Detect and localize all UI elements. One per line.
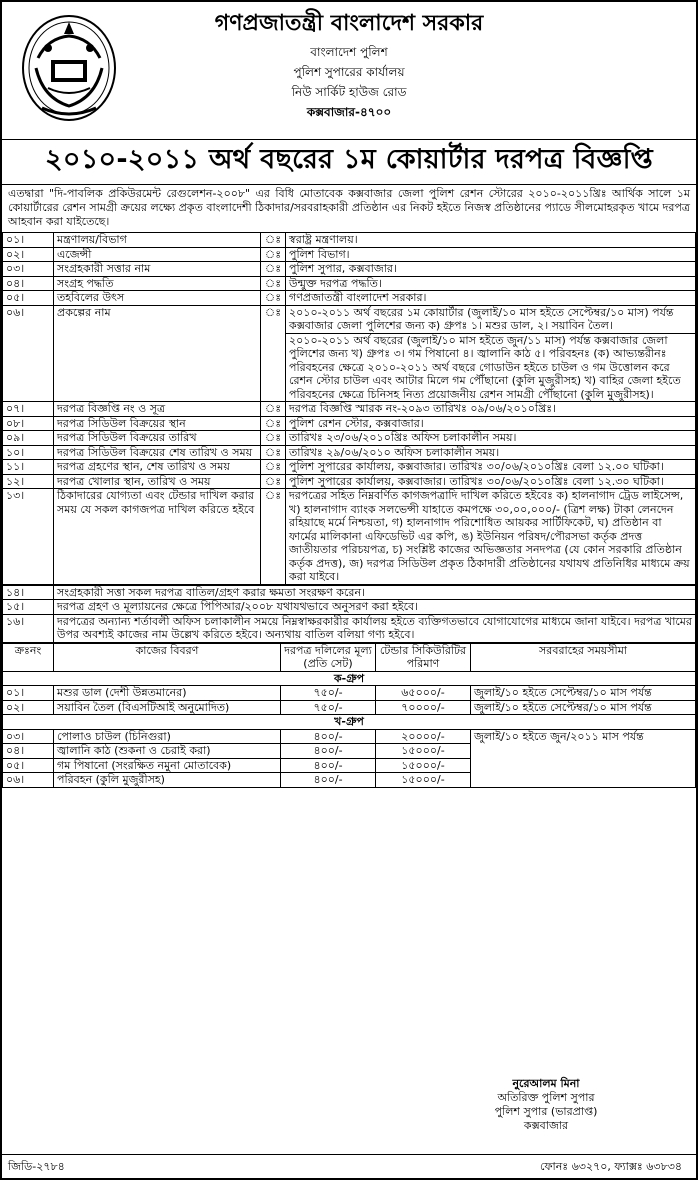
work-row-price: ৪০০/-: [281, 758, 376, 773]
detail-no: ০৮।: [3, 416, 54, 431]
phone-fax: ফোনঃ ৬৩২৭০, ফ্যাক্সঃ ৬৩৮৩৪: [540, 1160, 682, 1173]
detail-value: [286, 460, 696, 475]
intro-paragraph: এতদ্বারা "দি-পাবলিক প্রকিউরমেন্ট রেগুলেশন-২০০৮" এর বিধি মোতাবেক কক্সবাজার জেলা পুলিশ রেশন স্টোরের ২০১০-২০১১খ্রিঃ আর্থিক সালে ১ম কোয়ার্টারের রেশন সামগ্রী ক্রয়ের লক্ষ্যে প্রকৃত বাংলাদেশী ঠিকাদার/সরবরাহকারী প্রতিষ্ঠান এর নিকট হইতে নিজস্ব প্রতিষ্ঠানের প্যাডে সীলমোহরকৃত খামে দরপত্র আহবান করা যাইতেছে।: [8, 187, 690, 228]
work-row-period: জুলাই/১০ হইতে সেপ্টেম্বর/১০ মাস পর্যন্ত: [471, 700, 696, 715]
detail-label: দরপত্র সিডিউল বিক্রয়ের তারিখ: [54, 431, 261, 446]
note-row: [3, 614, 696, 642]
work-row-price: ৪০০/-: [281, 729, 376, 744]
work-row-price: ৭৫০/-: [281, 700, 376, 715]
detail-row: [3, 460, 696, 475]
detail-value-text: তারিখঃ ২৯/০৬/২০১০ অফিস চলাকালীন সময়।: [289, 445, 500, 459]
detail-value: [286, 431, 696, 446]
detail-label: ঠিকাদারের যোগ্যতা এবং টেন্ডার দাখিল করার সময় যে সকল কাগজপত্র দাখিল করিতে হইবে: [54, 489, 261, 585]
work-row-price: ৪০০/-: [281, 773, 376, 788]
detail-value: [286, 402, 696, 417]
detail-value: [286, 276, 696, 291]
detail-value: [286, 489, 696, 585]
detail-label: দরপত্র খোলার স্থান, তারিখ ও সময়: [54, 474, 261, 489]
detail-colon: ঃ: [261, 402, 286, 417]
signatory-line: অতিরিক্ত পুলিশ সুপার: [497, 1091, 595, 1104]
detail-colon: ঃ: [261, 262, 286, 277]
detail-value: [286, 291, 696, 306]
detail-colon: ঃ: [261, 445, 286, 460]
office-line: কক্সবাজার-৪৭০০: [306, 105, 392, 119]
note-text: দরপত্র গ্রহণ ও মূল্যায়নের ক্ষেত্রে পিপিআর/২০০৮ যথাযথভাবে অনুসরণ করা হইবে।: [54, 600, 696, 615]
detail-value: [286, 247, 696, 262]
work-header-security: টেন্ডার সিকিউরিটির পরিমাণ: [376, 643, 471, 671]
header: [2, 2, 696, 139]
work-header-no: ক্রঃনং: [3, 643, 54, 671]
detail-no: ১৩।: [3, 489, 54, 585]
work-row-desc: পরিবহন (কুলি মুজুরীসহ): [54, 773, 281, 788]
detail-colon: ঃ: [261, 474, 286, 489]
work-row-price: ৭৫০/-: [281, 686, 376, 701]
work-row-price: ৪০০/-: [281, 744, 376, 759]
detail-label: সংগ্রহ পদ্ধতি: [54, 276, 261, 291]
detail-value-text: পুলিশ বিভাগ।: [289, 247, 350, 261]
detail-row: [3, 247, 696, 262]
detail-no: ১১।: [3, 460, 54, 475]
signature-block: [456, 1077, 636, 1133]
detail-colon: ঃ: [261, 460, 286, 475]
detail-label: দরপত্র বিজ্ঞপ্তি নং ও সূত্র: [54, 402, 261, 417]
work-row-no: ০৬।: [3, 773, 54, 788]
detail-no: ০৩।: [3, 262, 54, 277]
detail-value-text: ২০১০-২০১১ অর্থ বছরের ১ম কোয়ার্টার (জুলাই/১০ মাস হইতে সেপ্টেম্বর/১০ মাস) পর্যন্ত কক্সবাজার জেলা পুলিশের জন্য ক) গ্রুপঃ ১। মশুর ডাল, ২। সয়াবিন তৈল।: [289, 305, 674, 332]
detail-no: ১০।: [3, 445, 54, 460]
work-row-desc: জ্বালানি কাঠ (শুকনা ও চেরাই করা): [54, 744, 281, 759]
office-line: পুলিশ সুপারের কার্যালয়: [293, 65, 405, 79]
work-row-desc: গম পিষানো (সংরক্ষিত নমুনা মোতাবেক): [54, 758, 281, 773]
detail-colon: ঃ: [261, 291, 286, 306]
government-title: গণপ্রজাতন্ত্রী বাংলাদেশ সরকার: [214, 11, 484, 36]
work-row-security: ৭০০০০/-: [376, 700, 471, 715]
detail-no: ০৫।: [3, 291, 54, 306]
detail-no: ০৯।: [3, 431, 54, 446]
work-row-security: ১৫০০০/-: [376, 744, 471, 759]
work-row-no: ০২।: [3, 700, 54, 715]
detail-value: [286, 262, 696, 277]
note-text: সংগ্রহকারী সত্তা সকল দরপত্র বাতিল/গ্রহণ করার ক্ষমতা সংরক্ষণ করেন।: [54, 585, 696, 600]
detail-value-text: স্বরাষ্ট্র মন্ত্রণালয়।: [289, 233, 358, 246]
detail-row: [3, 474, 696, 489]
work-row-period: জুলাই/১০ হইতে জুন/২০১১ মাস পর্যন্ত: [471, 729, 696, 787]
detail-label: সংগ্রহকারী সত্তার নাম: [54, 262, 261, 277]
detail-value: [286, 416, 696, 431]
notes-table: [2, 585, 696, 643]
note-no: ১৫।: [3, 600, 54, 615]
work-row-security: ১৫০০০/-: [376, 758, 471, 773]
detail-colon: ঃ: [261, 247, 286, 262]
office-line: বাংলাদেশ পুলিশ: [310, 45, 388, 59]
signatory-line: কক্সবাজার: [523, 1119, 569, 1132]
detail-row: [3, 431, 696, 446]
work-row-period: জুলাই/১০ হইতে সেপ্টেম্বর/১০ মাস পর্যন্ত: [471, 686, 696, 701]
work-row-no: ০১।: [3, 686, 54, 701]
detail-label: মন্ত্রণালয়/বিভাগ: [54, 233, 261, 248]
footer-divider: [2, 1154, 696, 1155]
work-header-desc: কাজের বিবরণ: [54, 643, 281, 671]
note-text: দরপত্রের অন্যান্য শর্তাবলী অফিস চলাকালীন সময়ে নিম্নস্বাক্ষরকারীর কার্যালয় হইতে ব্যক্তিগতভাবে যোগাযোগের মাধ্যমে জানা যাইবে। দরপত্র খামের উপর অবশ্যই কাজের নাম উল্লেখ করিতে হইবে। অন্যথায় বাতিল বলিয়া গণ্য হইবে।: [54, 614, 696, 642]
detail-no: ০২।: [3, 247, 54, 262]
detail-no: ০৪।: [3, 276, 54, 291]
detail-row: [3, 305, 696, 402]
detail-value: [286, 474, 696, 489]
notice-headline: ২০১০-২০১১ অর্থ বছরের ১ম কোয়ার্টার দরপত্র বিজ্ঞপ্তি: [2, 139, 696, 185]
detail-value-text: তারিখঃ ২৩/০৬/২০১০খ্রিঃ অফিস চলাকালীন সময়।: [289, 431, 517, 444]
detail-colon: ঃ: [261, 416, 286, 431]
detail-value-text: দরপত্রের সহিত নিম্নবর্ণিত কাগজপত্রাদি দাখিল করিতে হইবেঃ ক) হালনাগাদ ট্রেড লাইসেন্স, খ) হালনাগাদ ব্যাংক সলভেন্সী যাহাতে কমপক্ষে ৩০,০০,০০০/- (ত্রিশ লক্ষ) টাকা লেনদেন রহিয়াছে মর্মে নিশ্চয়তা, গ) হালনাগাদ পরিশোধিত আয়কর সার্টিফিকেট, ঘ) প্রতিষ্ঠান বা ফার্মের মালিকানা এফিডেভিট এর কপি, ঙ) ইউনিয়ন পরিষদ/পৌরসভা কর্তৃক প্রদত্ত জাতীয়তার পরিচয়পত্র, চ) সংশ্লিষ্ট কাজের অভিজ্ঞতার সনদপত্র (যে কোন সরকারি প্রতিষ্ঠান কর্তৃক প্রদত্ত), জ) দরপত্র সিডিউল প্রকৃত ঠিকাদারী প্রতিষ্ঠানের যথাযথ প্রতিনিধির মাধ্যমে ক্রয় করা যাইবে।: [289, 489, 690, 583]
work-row-no: ০৪।: [3, 744, 54, 759]
detail-label: তহবিলের উৎস: [54, 291, 261, 306]
work-header-period: সরবরাহের সময়সীমা: [471, 643, 696, 671]
detail-label: দরপত্র সিডিউল বিক্রয়ের স্থান: [54, 416, 261, 431]
detail-value-text: পুলিশ সুপারের কার্যালয়, কক্সবাজার। তারিখঃ ৩০/০৬/২০১০খ্রিঃ বেলা ১২.৩০ ঘটিকা।: [289, 474, 664, 488]
note-row: [3, 585, 696, 600]
detail-no: ০৬।: [3, 305, 54, 402]
detail-row: [3, 233, 696, 248]
detail-label: দরপত্র সিডিউল বিক্রয়ের শেষ তারিখ ও সময়: [54, 445, 261, 460]
tender-details-table: [2, 232, 696, 585]
group-b-label: খ-গ্রুপ: [3, 715, 696, 730]
detail-label: এজেন্সী: [54, 247, 261, 262]
signatory-name: নুরেআলম মিনা: [512, 1077, 580, 1090]
detail-value-text: দরপত্র বিজ্ঞপ্তি স্মারক নং-২০৯৩ তারিখঃ ০৯/০৬/২০১০খ্রিঃ।: [289, 402, 557, 415]
work-row-security: ৬৫০০০/-: [376, 686, 471, 701]
work-header-price: দরপত্র দলিলের মূল্য (প্রতি সেট): [281, 643, 376, 671]
detail-value-text: উন্মুক্ত দরপত্র পদ্ধতি।: [289, 276, 382, 290]
work-row-desc: পোলাও চাউল (চিনিগুরা): [54, 729, 281, 744]
detail-value: [286, 305, 696, 402]
detail-row: [3, 416, 696, 431]
detail-value-text: পুলিশ সুপার, কক্সবাজার।: [289, 262, 397, 275]
detail-row: [3, 291, 696, 306]
work-row-security: ২০০০০/-: [376, 729, 471, 744]
work-row-no: ০৫।: [3, 758, 54, 773]
detail-row: [3, 489, 696, 585]
detail-colon: ঃ: [261, 305, 286, 402]
detail-row: [3, 445, 696, 460]
detail-colon: ঃ: [261, 233, 286, 248]
gd-number: জিডি-২৭৮৪: [8, 1160, 65, 1173]
detail-colon: ঃ: [261, 431, 286, 446]
work-row-desc: মশুর ডাল (দেশী উন্নতমানের): [54, 686, 281, 701]
detail-value-text: ২০১০-২০১১ অর্থ বছরের (জুলাই/১০ মাস হইতে জুন/১১ মাস) পর্যন্ত কক্সবাজার জেলা পুলিশের জন্য খ) গ্রুপঃ ৩। গম পিষানো ৪। জ্বালানি কাঠ ৫। পরিবহনঃ (ক) আভ্যন্তরীনঃ পরিবহনের ক্ষেত্রে ২০১০-২০১১ অর্থ বছরে গোডাউন হইতে চাউল ও গম উত্তোলন করে রেশন স্টোর চাউল এবং আটার মিলে গম পৌঁছানো (কুলি মুজুরীসহ) খ) বাহির জেলা হইতে পরিবহনের ক্ষেত্রে চিনিসহ নিত্য প্রয়োজনীয় রেশন সামগ্রী পৌঁছানো (কুলি মুজুরীসহ)।: [286, 333, 695, 402]
detail-row: [3, 276, 696, 291]
detail-colon: ঃ: [261, 489, 286, 585]
office-line: নিউ সার্কিট হাউজ রোড: [291, 85, 407, 99]
work-table: [2, 643, 696, 788]
detail-label: প্রকল্পের নাম: [54, 305, 261, 402]
note-no: ১৬।: [3, 614, 54, 642]
work-row-no: ০৩।: [3, 729, 54, 744]
note-no: ১৪।: [3, 585, 54, 600]
detail-colon: ঃ: [261, 276, 286, 291]
detail-value: [286, 233, 696, 248]
detail-no: ০১।: [3, 233, 54, 248]
work-row-security: ১৫০০০/-: [376, 773, 471, 788]
detail-row: [3, 262, 696, 277]
detail-value-text: গণপ্রজাতন্ত্রী বাংলাদেশ সরকার।: [289, 291, 427, 304]
detail-value-text: পুলিশ রেশন স্টোর, কক্সবাজার।: [289, 416, 424, 430]
detail-no: ১২।: [3, 474, 54, 489]
detail-value-text: পুলিশ সুপারের কার্যালয়, কক্সবাজার। তারিখঃ ৩০/০৬/২০১০খ্রিঃ বেলা ১২.০০ ঘটিকা।: [289, 460, 664, 473]
detail-label: দরপত্র গ্রহণের স্থান, শেষ তারিখ ও সময়: [54, 460, 261, 475]
detail-value: [286, 445, 696, 460]
group-a-label: ক-গ্রুপ: [3, 671, 696, 686]
note-row: [3, 600, 696, 615]
detail-no: ০৭।: [3, 402, 54, 417]
work-row-desc: সয়াবিন তৈল (বিএসটিআই অনুমোদিত): [54, 700, 281, 715]
signatory-line: পুলিশ সুপার (ভারপ্রাপ্ত): [494, 1105, 598, 1118]
detail-row: [3, 402, 696, 417]
